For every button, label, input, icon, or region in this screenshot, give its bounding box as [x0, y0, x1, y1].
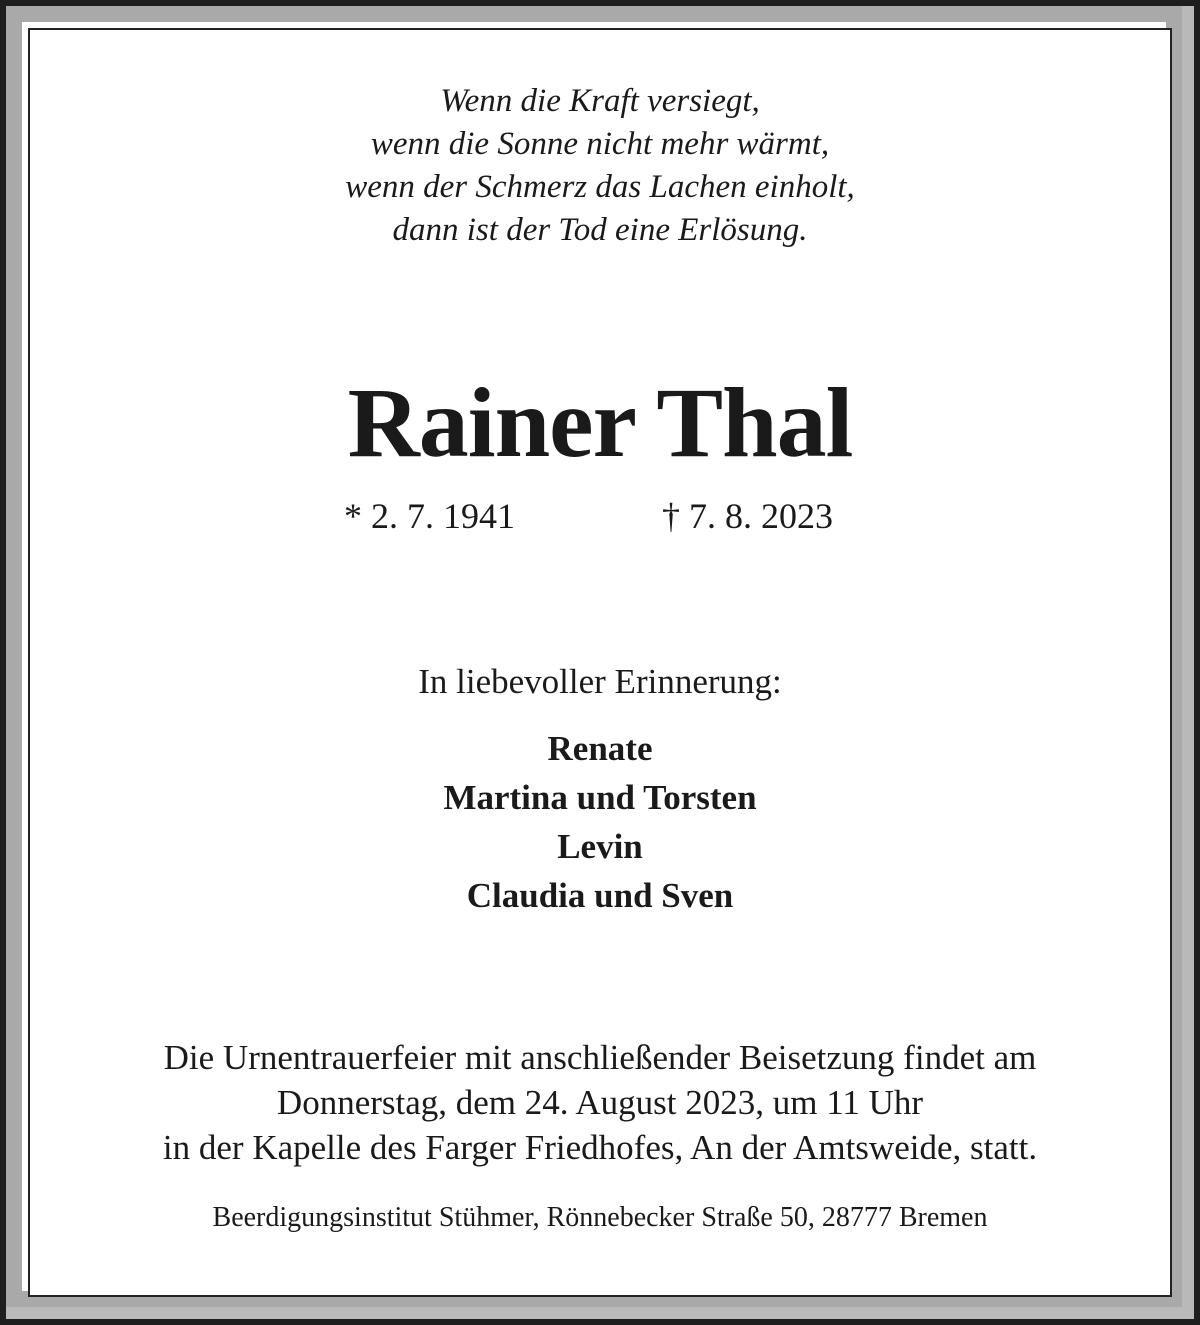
death-date: † 7. 8. 2023	[662, 496, 833, 536]
birth-date: * 2. 7. 1941	[344, 496, 515, 536]
mourner-name: Martina und Torsten	[443, 778, 757, 817]
deceased-name: Rainer Thal	[347, 367, 853, 478]
mourner-name: Claudia und Sven	[466, 876, 734, 915]
mourner-name: Levin	[557, 827, 643, 866]
poem-line: Wenn die Kraft versiegt,	[440, 83, 760, 119]
memory-heading: In liebevoller Erinnerung:	[418, 662, 782, 701]
service-line: in der Kapelle des Farger Friedhofes, An der Amtsweide, statt.	[162, 1128, 1038, 1167]
undertaker-address: Beerdigungsinstitut Stühmer, Rönnebecker Straße 50, 28777 Bremen	[212, 1202, 988, 1233]
poem-line: wenn der Schmerz das Lachen einholt,	[345, 169, 855, 205]
obituary-notice	[28, 28, 1172, 1297]
service-announcement	[30, 1035, 1170, 1170]
poem	[30, 80, 1170, 252]
mourners-list	[30, 724, 1170, 920]
service-line: Die Urnentrauerfeier mit anschließender Beisetzung findet am	[163, 1038, 1037, 1077]
mourner-name: Renate	[547, 729, 653, 768]
service-line: Donnerstag, dem 24. August 2023, um 11 Uhr	[276, 1083, 924, 1122]
poem-line: wenn die Sonne nicht mehr wärmt,	[370, 126, 830, 162]
poem-line: dann ist der Tod eine Erlösung.	[392, 212, 808, 248]
